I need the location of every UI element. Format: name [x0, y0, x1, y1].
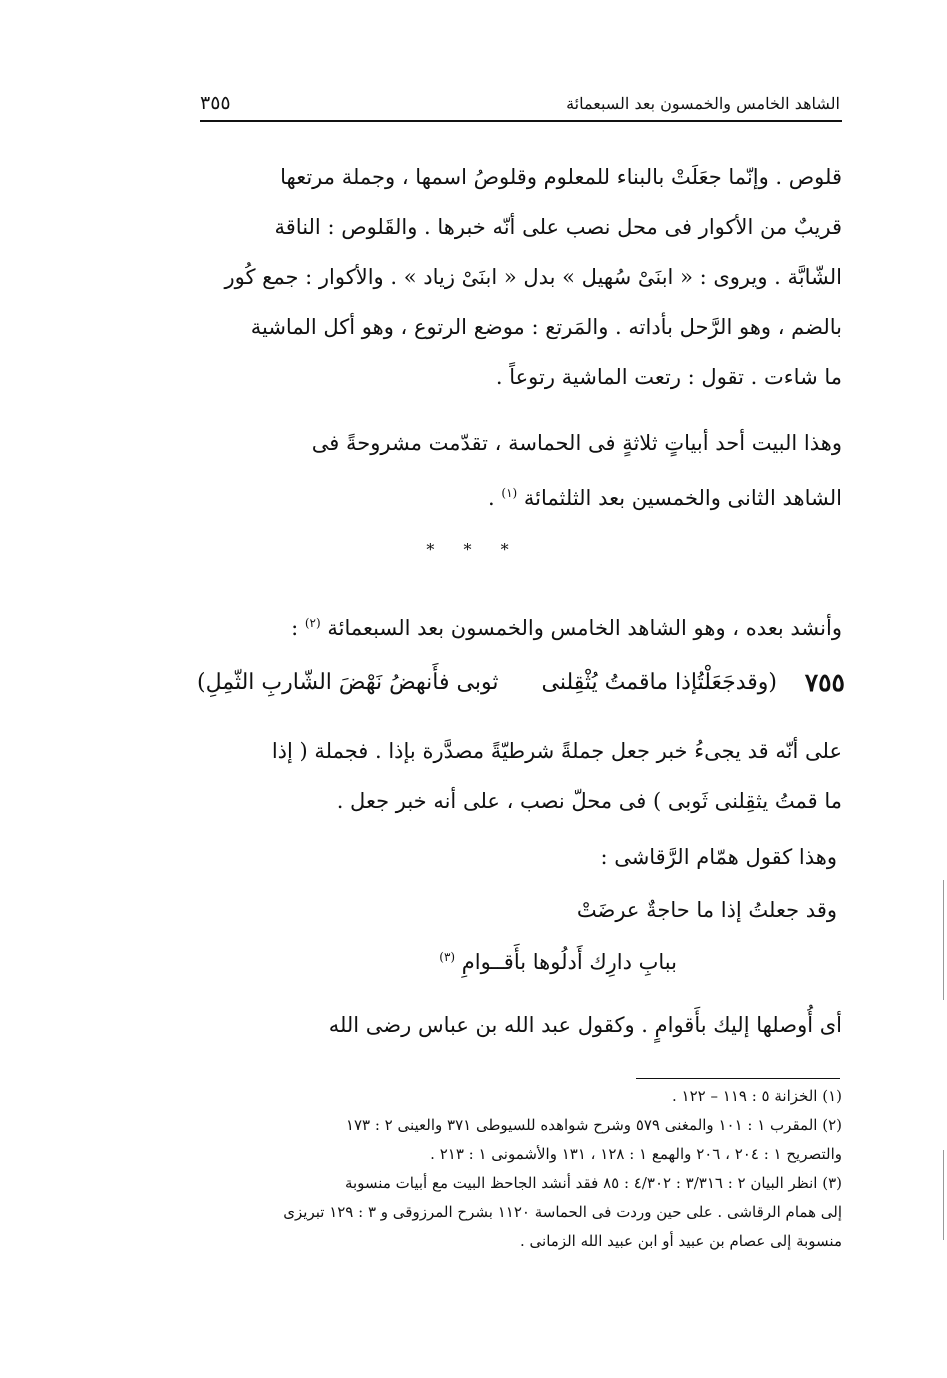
- verse-number: ٧٥٥: [804, 668, 845, 697]
- text-line: [198, 468, 842, 523]
- commentary-paragraph-3: [198, 726, 842, 826]
- text-line: بالضم ، وهو الرَّحل بأداته . والمَرتع : موضع الرتوع ، وهو أكل الماشية: [250, 315, 842, 339]
- verse-second-hemistich: ثوبى فأَنهضُ نَهْضَ الشّاربِ الثّمِلِ): [197, 670, 499, 695]
- footnote-line: (٢) المقرب ١ : ١٠١ والمغنى ٥٧٩ وشرح شواهده للسيوطى ٣٧١ والعينى ٢ : ١٧٣: [345, 1116, 842, 1134]
- commentary-paragraph-5: [198, 1000, 842, 1050]
- section-separator: * * *: [426, 540, 521, 559]
- period: .: [488, 486, 495, 510]
- text-line: ما قمتُ يثقِلنى ثَوبى ) فى محلّ نصب ، على أنه خبر جعل .: [336, 789, 842, 813]
- verse-first-hemistich: (وقدجَعَلْتُإذا ماقمتُ يُثْقِلنى: [541, 670, 777, 695]
- intro-text: وأنشد بعده ، وهو الشاهد الخامس والخمسون بعد السبعمائة: [327, 616, 842, 640]
- text-line: قريبٌ من الأكوار فى محل نصب على أنّه خبرها . والقَلوص : الناقة: [274, 215, 842, 239]
- footnotes: [180, 1082, 842, 1256]
- scan-edge-mark: [943, 1150, 944, 1240]
- page-header: [200, 90, 840, 118]
- footnote-marker: (٢): [304, 616, 321, 630]
- footnote-rule: [636, 1078, 840, 1079]
- verse-755: [195, 668, 845, 712]
- poem-line-1: وقد جعلتُ إذا ما حاجةٌ عرضَتْ: [576, 898, 837, 922]
- commentary-paragraph-2: [198, 418, 842, 523]
- text-line: [198, 598, 842, 653]
- text-line-content: الشاهد الثانى والخمسين بعد الثلثمائة: [523, 486, 842, 510]
- quote-intro: وهذا كقول همّام الرَّقاشى :: [600, 845, 837, 869]
- footnote-line: إلى همام الرقاشى . على حين وردت فى الحماسة ١١٢٠ بشرح المرزوقى و ٣ : ١٢٩ تبريزى: [283, 1203, 842, 1221]
- footnote-line: والتصريح ١ : ٢٠٤ ، ٢٠٦ والهمع ١ : ١٢٨ ، ١٣١ والأشمونى ١ : ٢١٣ .: [430, 1145, 842, 1163]
- poem-line-2: [439, 950, 677, 974]
- text-line: ما شاءت . تقول : رتعت الماشية رتوعاً .: [495, 365, 842, 389]
- colon: :: [291, 616, 299, 640]
- intro-line: [198, 598, 842, 653]
- text-line: الشّابَّة . ويروى : « ابنَىْ سُهيل » بدل « ابنَىْ زياد » . والأكوار : جمع كُور: [224, 265, 842, 289]
- commentary-paragraph-1: [198, 152, 842, 402]
- footnote-line: (٣) انظر البيان ٢ : ٣/٣١٦ : ٤/٣٠٢ : ٨٥ فقد أنشد الجاحظ البيت مع أبيات منسوبة: [344, 1174, 842, 1192]
- footnote-marker: (١): [501, 486, 518, 500]
- poem-line-2-text: ببابِ دارِك أَدلُوها بأَقــوامِ: [461, 950, 677, 974]
- page-number: ٣٥٥: [200, 92, 231, 114]
- text-line: وهذا البيت أحد أبياتٍ ثلاثةٍ فى الحماسة ، تقدّمت مشروحةً فى: [311, 431, 842, 455]
- footnote-marker: (٣): [439, 950, 456, 964]
- scan-edge-mark: [943, 880, 944, 1000]
- header-rule: [200, 120, 842, 122]
- text-line: على أنّه قد يجىءُ خبر جعل جملةً شرطيّةً مصدَّرة بإذا . فجملة ( إذا: [271, 739, 842, 763]
- text-line: قلوص . وإنّما جعَلَتْ بالبناء للمعلوم وقلوصُ اسمها ، وجملة مرتعها: [280, 165, 842, 189]
- footnote-line: (١) الخزانة ٥ : ١١٩ – ١٢٢ .: [672, 1087, 842, 1105]
- text-line: أى أُوصلها إليك بأَقوامٍ . وكقول عبد الله بن عباس رضى الله: [328, 1013, 842, 1037]
- footnote-line: منسوبة إلى عصام بن عبيد أو ابن عبيد الله الزمانى .: [520, 1232, 842, 1250]
- running-title: الشاهد الخامس والخمسون بعد السبعمائة: [566, 94, 840, 113]
